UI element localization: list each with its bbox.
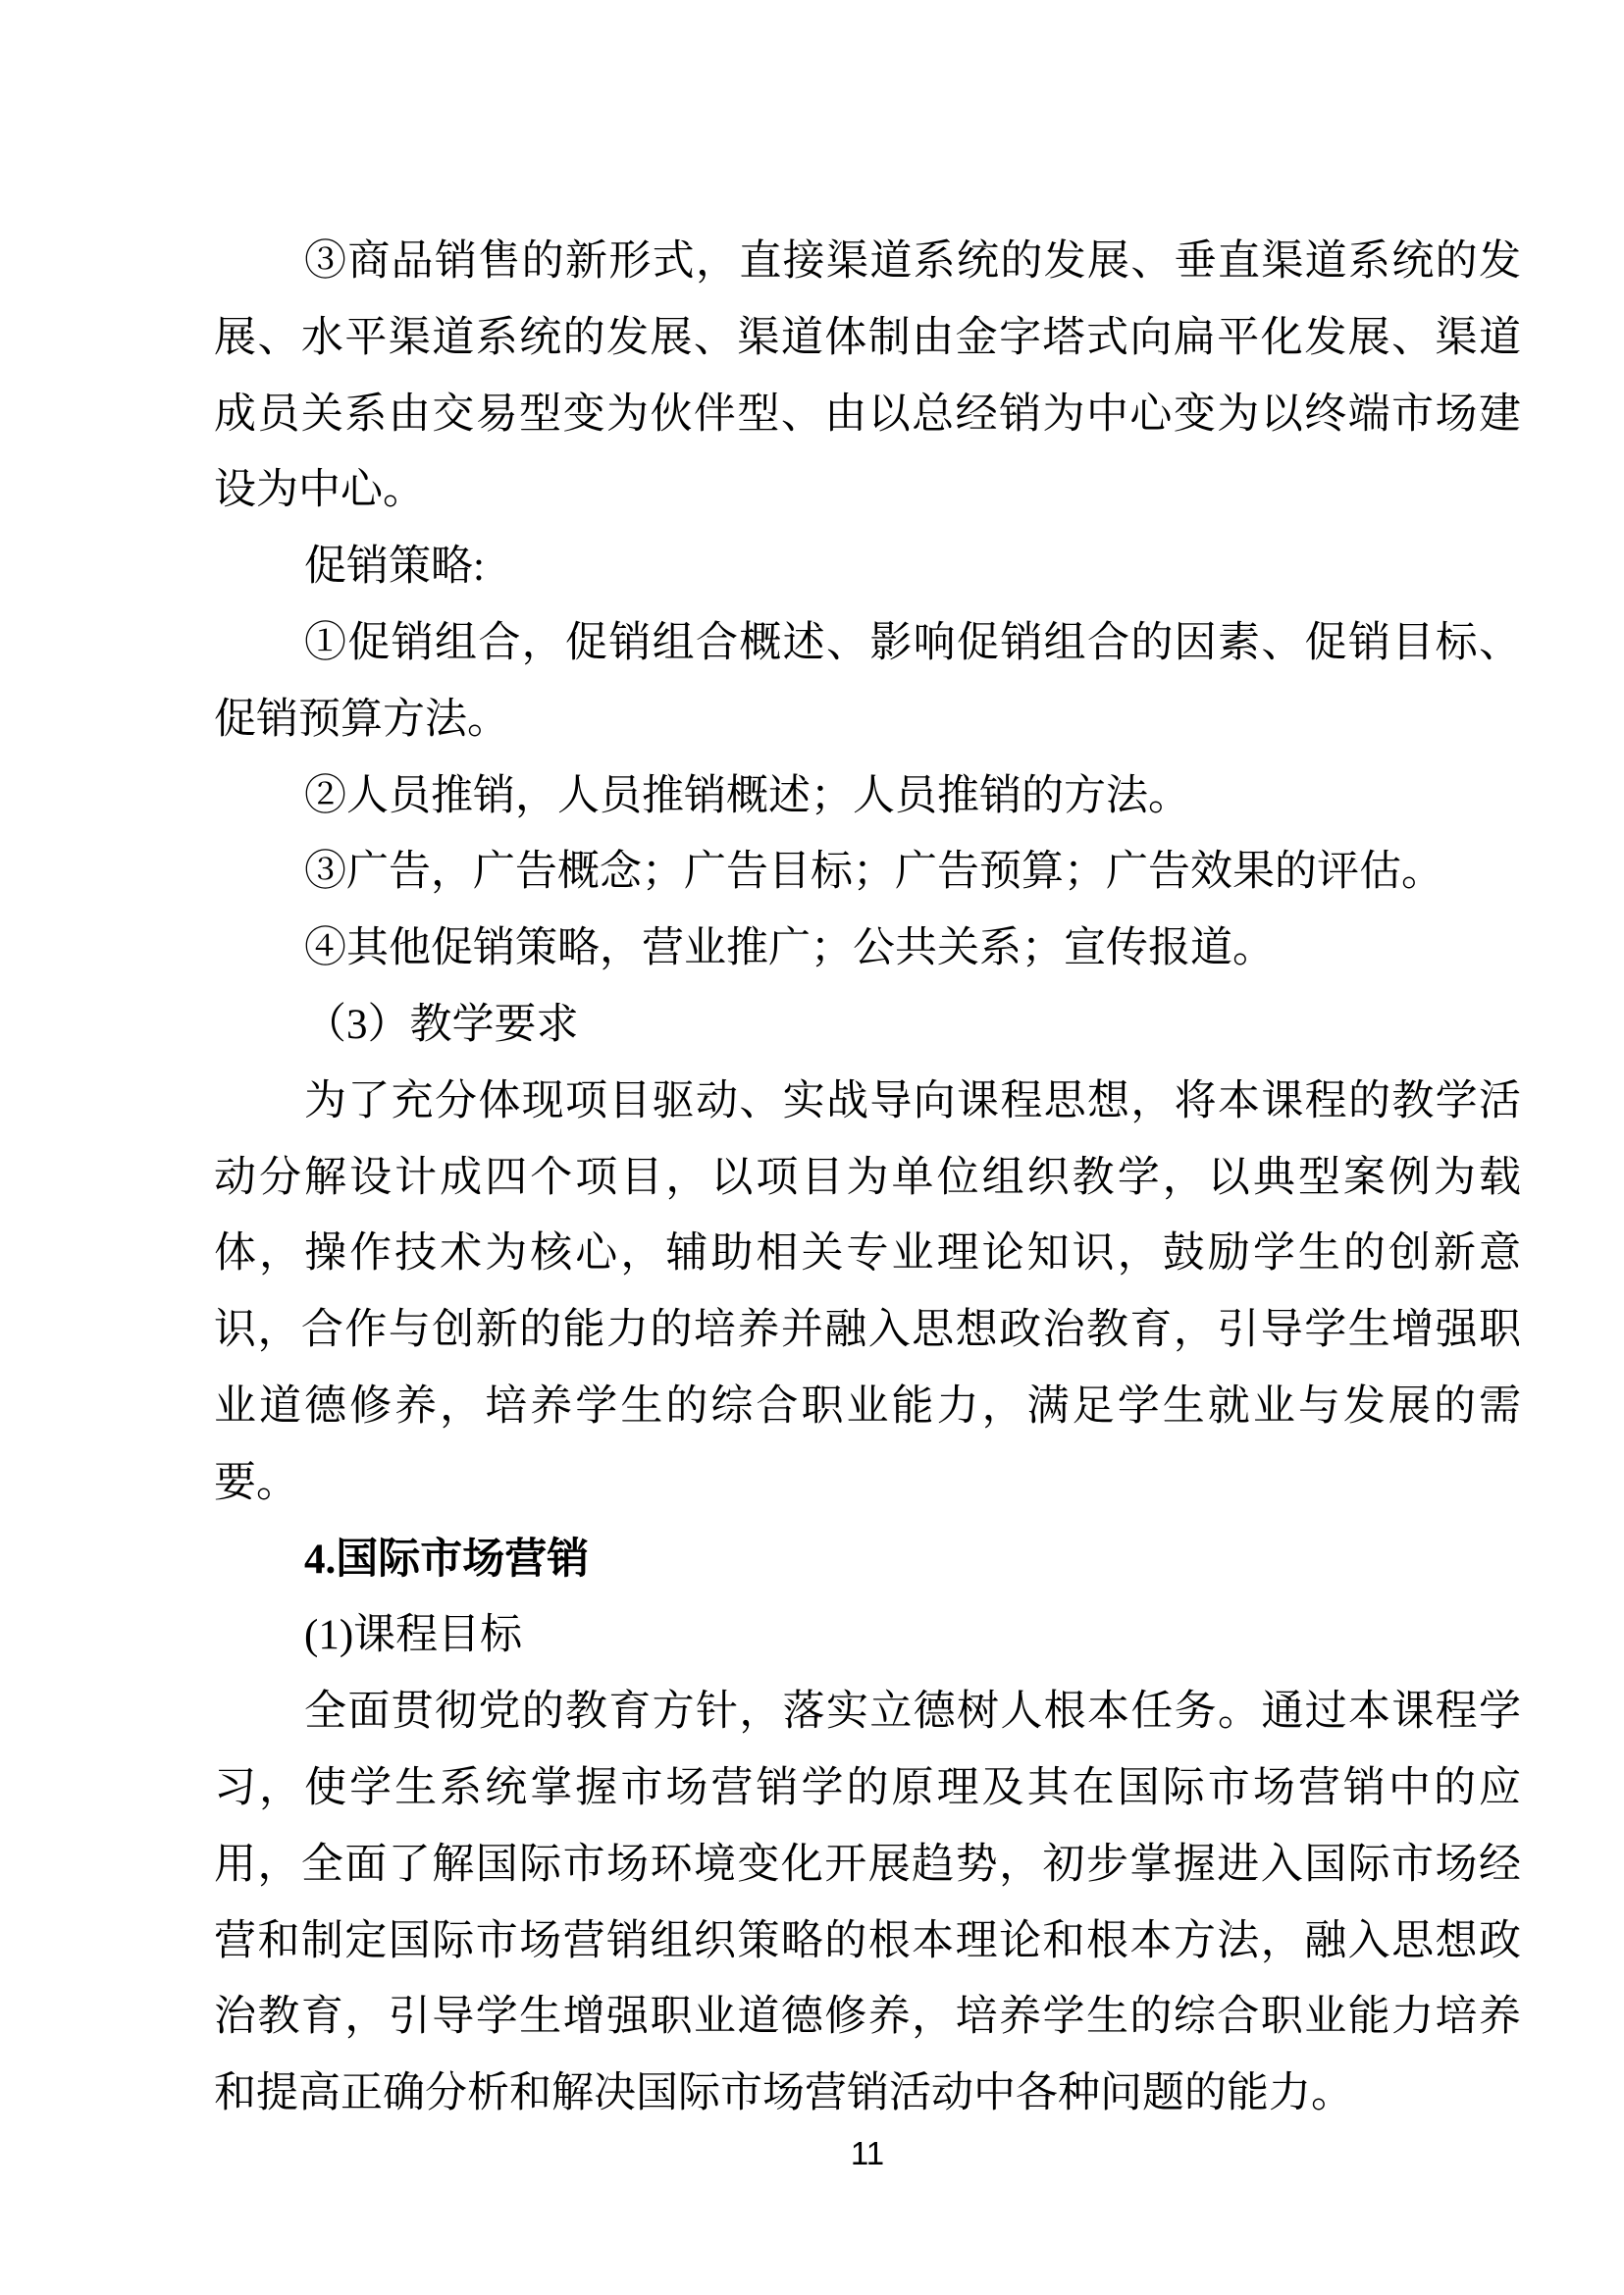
text-line: (1)课程目标 xyxy=(304,1612,523,1659)
text-line: 动分解设计成四个项目，以项目为单位组织教学，以典型案例为载 xyxy=(214,1154,1521,1201)
text-line: ④其他促销策略，营业推广；公共关系；宣传报道。 xyxy=(304,925,1275,972)
page-number: 11 xyxy=(850,2134,885,2171)
text-line: 识，合作与创新的能力的培养并融入思想政治教育，引导学生增强职 xyxy=(214,1307,1521,1354)
text-line: 设为中心。 xyxy=(214,467,425,514)
text-line: ①促销组合，促销组合概述、影响促销组合的因素、促销目标、 xyxy=(304,619,1521,666)
text-line: 和提高正确分析和解决国际市场营销活动中各种问题的能力。 xyxy=(214,2070,1353,2117)
text-lines xyxy=(214,224,1521,2132)
text-line: （3）教学要求 xyxy=(304,1001,579,1048)
text-line: 展、水平渠道系统的发展、渠道体制由金字塔式向扁平化发展、渠道 xyxy=(214,314,1521,361)
text-line: 为了充分体现项目驱动、实战导向课程思想，将本课程的教学活 xyxy=(304,1077,1521,1124)
text-line: 习，使学生系统掌握市场营销学的原理及其在国际市场营销中的应 xyxy=(214,1764,1521,1811)
text-line: ③商品销售的新形式，直接渠道系统的发展、垂直渠道系统的发 xyxy=(304,238,1521,285)
text-line: 体，操作技术为核心，辅助相关专业理论知识，鼓励学生的创新意 xyxy=(214,1230,1521,1278)
text-line: 成员关系由交易型变为伙伴型、由以总经销为中心变为以终端市场建 xyxy=(214,391,1521,438)
text-line: 促销预算方法。 xyxy=(214,696,509,743)
text-line: 促销策略: xyxy=(304,544,485,591)
text-line: 业道德修养，培养学生的综合职业能力，满足学生就业与发展的需 xyxy=(214,1382,1521,1430)
section-heading: 4.国际市场营销 xyxy=(304,1536,590,1583)
text-line: 用，全面了解国际市场环境变化开展趋势，初步掌握进入国际市场经 xyxy=(214,1841,1521,1888)
text-line: ③广告，广告概念；广告目标；广告预算；广告效果的评估。 xyxy=(304,849,1443,896)
text-line: 全面贯彻党的教育方针，落实立德树人根本任务。通过本课程学 xyxy=(304,1689,1521,1736)
text-line: 要。 xyxy=(214,1459,298,1506)
text-line: 治教育，引导学生增强职业道德修养，培养学生的综合职业能力培养 xyxy=(214,1994,1521,2041)
text-line: 营和制定国际市场营销组织策略的根本理论和根本方法，融入思想政 xyxy=(214,1917,1521,1964)
document-body xyxy=(214,224,1521,2173)
text-line: ②人员推销，人员推销概述；人员推销的方法。 xyxy=(304,772,1190,819)
